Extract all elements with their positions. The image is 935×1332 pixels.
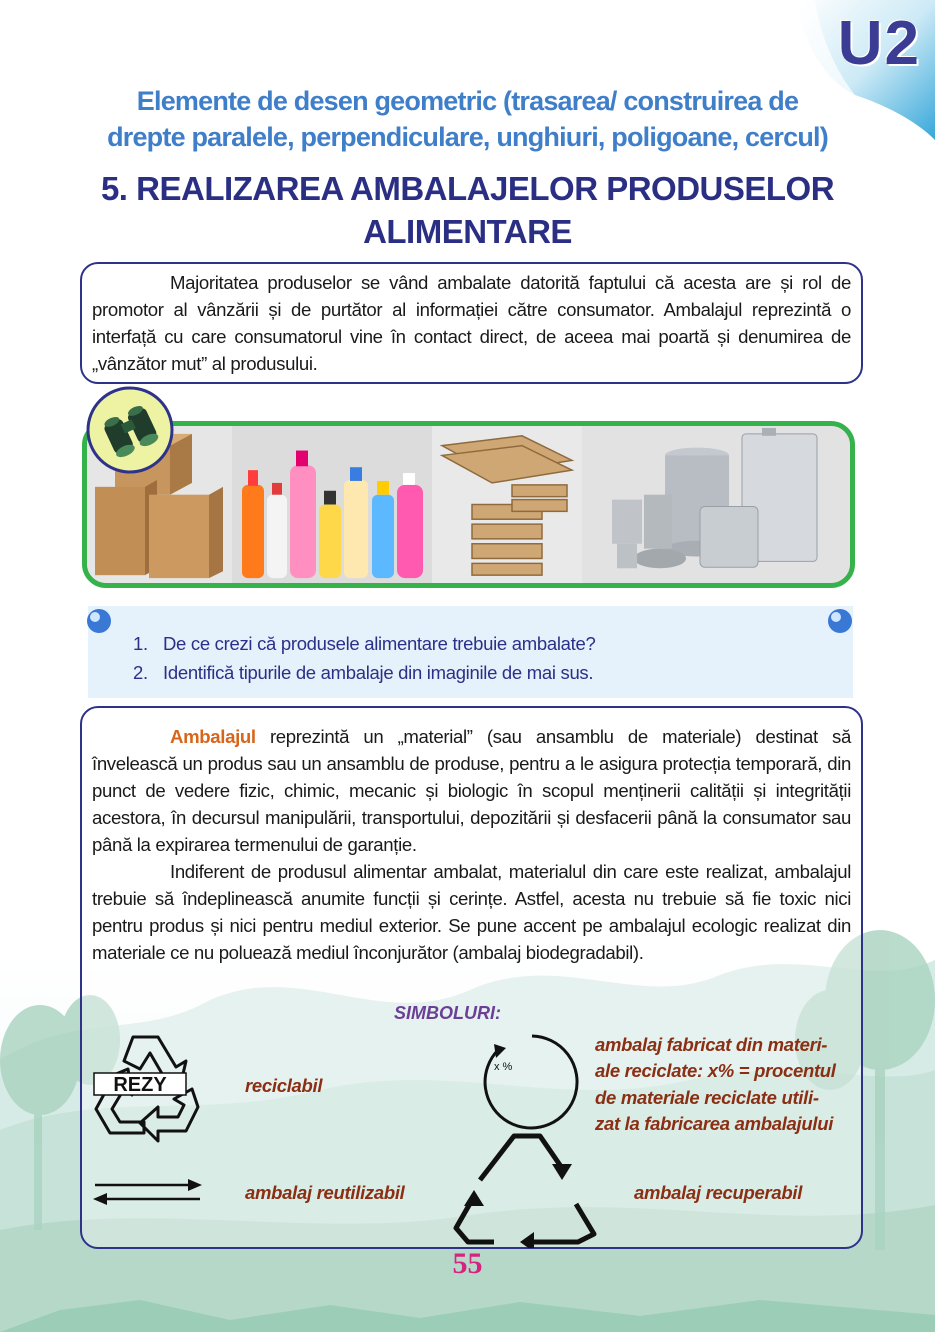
list-item: 1. De ce crezi că produsele alimentare trebuie ambalate? <box>133 633 596 654</box>
unit-label: U2 <box>837 9 921 78</box>
title-line: 5. REALIZAREA AMBALAJELOR PRODUSELOR <box>100 170 835 207</box>
list-item: 2. Identifică tipurile de ambalaje din imaginile de mai sus. <box>133 662 594 683</box>
binoculars-icon <box>85 385 175 475</box>
percent-text: x % <box>494 1061 513 1073</box>
rezy-text: REZY <box>113 1074 167 1096</box>
recycle-rezy-icon <box>88 1027 206 1145</box>
symbol-label-reutilizabil: ambalaj reutilizabil <box>245 1182 405 1203</box>
symbol-label-recuperabil: ambalaj recuperabil <box>634 1182 803 1203</box>
requirements-paragraph: Indiferent de produsul alimentar ambalat, materialul din care este realizat, ambalajul trebuie să îndeplinească anumite funcții și cerințe. Astfel, acesta nu trebuie să fie toxic nici pentru produs și nici pentru mediul exterior. Se pune accent pe ambalajul ecologic realizat din materiale ce nu poluează mediul înconjurător (ambalaj biodegradabil). <box>92 860 851 963</box>
bullet-orb-icon <box>827 608 853 634</box>
recoverable-triangle-icon <box>448 1128 603 1248</box>
photo-plastic-bottles <box>232 426 432 583</box>
intro-box <box>80 262 863 384</box>
subtitle-line: Elemente de desen geometric (trasarea/ construirea de <box>136 86 799 116</box>
page-number: 55 <box>452 1247 483 1280</box>
photo-metal-cans <box>582 426 850 583</box>
symbols-heading: SIMBOLURI: <box>394 1003 501 1023</box>
recycled-percent-circle-icon <box>480 1030 585 1135</box>
symbol-label-recycled-material: ambalaj fabricat din materi- ale reciclate: x% = procentul de materiale reciclate utili- zat la fabricarea ambalajului <box>595 1034 836 1134</box>
definition-paragraph: Ambalajul reprezintă un „material” (sau ansamblu de materiale) destinat să învelească un produs sau un ansamblu de produse, pentru a le asigura protecția temporară, din punct de vedere fizic, chimic, mecanic și biologic în scopul menținerii calității și integrității acestora, în decursul manipulării, transportului, depozitării și desfacerii până la consumator sau până la expirarea termenului de garanție. <box>92 726 851 855</box>
section-subtitle <box>60 84 875 155</box>
bullet-orb-icon <box>86 608 112 634</box>
title-line: ALIMENTARE <box>363 212 572 250</box>
question-list <box>133 629 595 687</box>
intro-paragraph: Majoritatea produselor se vând ambalate datorită faptului că acesta are și rol de promotor al vânzării și de purtător al informației către consumator. Ambalajul reprezintă o interfață cu care consumatorul vine în contact direct, de aceea mai poartă și denumirea de „vânzător mut” al produsului. <box>92 272 851 374</box>
symbol-label-reciclabil: reciclabil <box>245 1075 323 1096</box>
packaging-photo-strip <box>82 421 855 588</box>
page-title <box>60 168 875 254</box>
highlighted-term: Ambalajul <box>170 726 256 747</box>
photo-wooden-crates <box>432 426 582 583</box>
reusable-arrows-icon <box>90 1176 205 1208</box>
subtitle-line: drepte paralele, perpendiculare, unghiuri, poligoane, cercul) <box>107 121 828 152</box>
